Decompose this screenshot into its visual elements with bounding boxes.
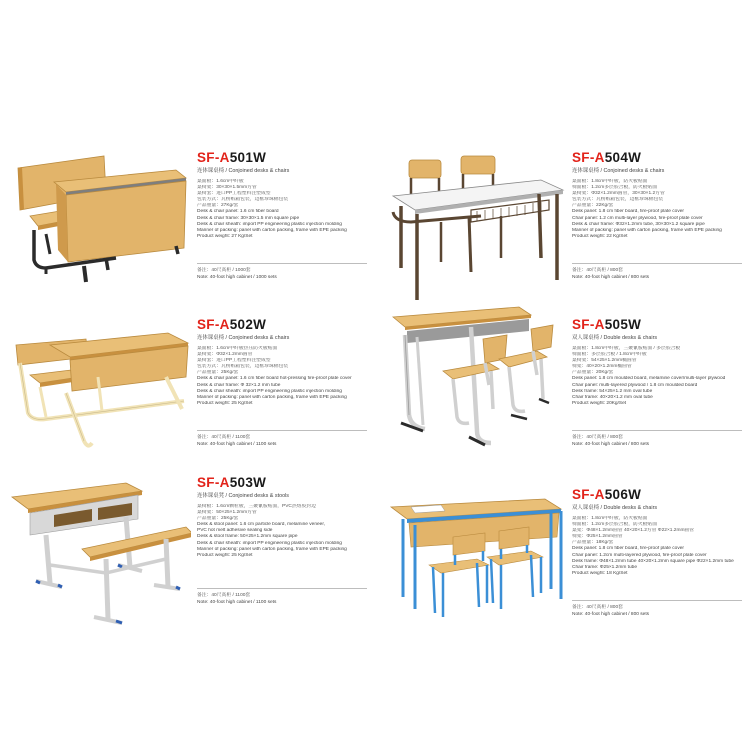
product-photo-sf-a506w (381, 485, 566, 660)
spec-line: Desk & chair frame: Φ32×1.2mm tube, 30×30×1.2 square pipe (572, 221, 705, 227)
product-card-sf-a502w (0, 317, 375, 492)
product-photo-sf-a504w (381, 150, 566, 325)
spec-list (572, 516, 744, 577)
product-photo-sf-a505w (381, 305, 566, 480)
shipping-note (197, 430, 367, 448)
product-info-sf-a506w (572, 487, 744, 617)
spec-line: 桌面板：1.6cm中纤板 (197, 179, 244, 184)
spec-line: 桌面板：1.8cm中纤板，三聚氰胺贴面 / 多层胶合板 (572, 346, 681, 351)
spec-line: 包装方式：瓦楞纸箱包装，边框珍珠棉包装 (197, 197, 289, 203)
spec-line: 产品重量：25Kg/套 (197, 370, 239, 376)
spec-line: Desk & chair frame: Φ 32×1.2 mm tube (197, 382, 281, 388)
product-info-sf-a504w (572, 150, 744, 280)
spec-line: Desk panel: 1.8 cm moulded board, melamine cover/multi-layer plywood (572, 376, 726, 382)
spec-list (572, 346, 744, 407)
product-card-sf-a503w (0, 475, 375, 650)
spec-line: Chair panel: 1.2cm multi-layered plywood, fire-proof plate cover (572, 552, 707, 558)
spec-line: Desk frame: 54×25×1.2 mm oval tube (572, 388, 653, 394)
note-en: Note: 40-foot high cabinet / 800 sets (572, 612, 650, 617)
product-subtitle: 双人课桌椅 / Double desks & chairs (572, 505, 658, 511)
code-number: 501W (229, 150, 267, 165)
product-info-sf-a503w (197, 475, 369, 605)
spec-line: 包装方式：瓦楞纸箱包装，边框珍珠棉包装 (572, 197, 664, 203)
product-subtitle: 双人课桌椅 / Double desks & chairs (572, 335, 658, 341)
spec-line: Product weight: 18 Kg/Set (572, 570, 628, 576)
spec-line: 桌椅架：Φ32×1.2mm圆管，30×30×1.2方管 (572, 191, 665, 197)
spec-line: 桌椅套：进口PP工程塑料注塑成型 (197, 191, 271, 197)
spec-line: 椅面板：1.2cm多层胶合板，防火板贴面 (572, 185, 658, 191)
note-en: Note: 40-foot high cabinet / 1000 sets (197, 275, 277, 280)
spec-list (197, 346, 369, 407)
spec-line: 产品重量：25Kg/套 (197, 516, 239, 522)
spec-line: 桌面板：1.8cm中纤板，防火板贴面 (572, 179, 648, 184)
spec-line: Product weight: 20Kg/Set (572, 400, 627, 406)
spec-line: 桌椅板：1.6cm颗粒板，三聚氰胺贴面，PVC热熔胶封边 (197, 504, 316, 509)
spec-line: 桌椅架：50×25×1.2mm方管 (197, 510, 257, 516)
spec-line: Chair frame: 40×20×1.2 mm oval tube (572, 394, 653, 400)
spec-line: Product weight: 27 Kg/Set (197, 233, 253, 239)
product-subtitle: 连体课桌椅 / Conjoined desks & chairs (197, 335, 290, 341)
spec-line: Desk & chair sheath: import PP engineering plastic injection molding (197, 388, 342, 394)
spec-line: Product weight: 25 Kg/Set (197, 400, 253, 406)
spec-line: Product weight: 22 Kg/Set (572, 233, 628, 239)
spec-line: 产品重量：18Kg/套 (572, 540, 614, 546)
note-en: Note: 40-foot high cabinet / 800 sets (572, 442, 650, 447)
note-cn: 备注：40尺高柜 / 1100套 (197, 435, 251, 440)
spec-line: Desk & chair panel: 1.6 cm fiber board hot-pressing fire-proof plate cover (197, 376, 352, 382)
spec-line: Manner of packing: panel with carton packing, frame with EPE packing (197, 227, 347, 233)
code-number: 503W (229, 475, 267, 490)
product-card-sf-a501w (0, 150, 375, 325)
product-photo-sf-a502w (6, 317, 191, 492)
note-cn: 备注：40尺高柜 / 800套 (572, 268, 623, 273)
product-card-sf-a506w (375, 485, 750, 660)
product-code (197, 317, 369, 332)
product-photo-sf-a501w (6, 150, 191, 325)
spec-line: Manner of packing: panel with carton packing, frame with EPE packing (572, 227, 722, 233)
code-number: 504W (604, 150, 642, 165)
product-code (572, 317, 744, 332)
code-prefix: SF-A (572, 317, 605, 332)
spec-line: Chair panel: 1.2 cm multi-layer plywood, fire-proof plate cover (572, 215, 703, 221)
product-info-sf-a501w (197, 150, 369, 280)
code-number: 506W (604, 487, 642, 502)
product-code (572, 150, 744, 165)
spec-list (197, 504, 369, 559)
note-cn: 备注：40尺高柜 / 800套 (572, 605, 623, 610)
product-subtitle: 连体课桌椅 / Conjoined desks & chairs (197, 168, 290, 174)
code-prefix: SF-A (572, 487, 605, 502)
shipping-note (572, 263, 742, 281)
code-number: 502W (229, 317, 267, 332)
spec-line: 椅架：Φ25×1.2mm圆管 (572, 534, 623, 540)
product-info-sf-a502w (197, 317, 369, 447)
product-subtitle: 连体课桌凳 / Conjoined desks & stools (197, 493, 289, 499)
note-en: Note: 40-foot high cabinet / 800 sets (572, 275, 650, 280)
spec-line: Desk & stool panel: 1.6 cm particle board, melamine veneer, (197, 522, 325, 528)
spec-line: 产品重量：27Kg/套 (197, 203, 239, 209)
spec-line: Desk & stool frame: 50×25×1.2mm square pipe (197, 534, 298, 540)
spec-line: 桌椅架：Φ32×1.2mm圆管 (197, 352, 253, 358)
product-subtitle: 连体课桌椅 / Conjoined desks & chairs (572, 168, 665, 174)
code-number: 505W (604, 317, 642, 332)
spec-line: 椅面板：1.2cm多层胶合板，防火板贴面 (572, 522, 658, 528)
product-code (197, 475, 369, 490)
code-prefix: SF-A (197, 150, 230, 165)
spec-line: Desk & chair sheath: import PP engineering plastic injection molding (197, 221, 342, 227)
spec-line: 桌架：Φ48×1.2mm圆管 40×20×1.2方管 Φ22×1.2mm圆管 (572, 528, 695, 534)
spec-line: 桌椅套：进口PP工程塑料注塑成型 (197, 358, 271, 364)
note-en: Note: 40-foot high cabinet / 1100 sets (197, 442, 277, 447)
spec-line: 桌椅架：30×30×1.5mm方管 (197, 185, 257, 191)
spec-line: Desk panel: 1.8 cm fiber board, fire-proof plate cover (572, 546, 684, 552)
product-photo-sf-a503w (6, 475, 191, 650)
shipping-note (572, 600, 742, 618)
spec-line: PVC hot melt adhesive sealing side (197, 528, 273, 534)
note-en: Note: 40-foot high cabinet / 1100 sets (197, 600, 277, 605)
product-card-sf-a504w (375, 150, 750, 325)
spec-line: Manner of packing: panel with carton packing, frame with EPE packing (197, 394, 347, 400)
spec-line: Manner of packing: panel with carton packing, frame with EPE packing (197, 546, 347, 552)
code-prefix: SF-A (197, 475, 230, 490)
code-prefix: SF-A (197, 317, 230, 332)
spec-line: Desk & chair sheath: import PP engineering plastic injection molding (197, 540, 342, 546)
note-cn: 备注：40尺高柜 / 1100套 (197, 593, 251, 598)
product-info-sf-a505w (572, 317, 744, 447)
spec-line: 椅面板：多层胶合板 / 1.8cm中纤板 (572, 352, 647, 358)
spec-list (572, 179, 744, 240)
spec-line: 产品重量：20Kg/套 (572, 370, 614, 376)
product-card-sf-a505w (375, 305, 750, 480)
note-cn: 备注：40尺高柜 / 1000套 (197, 268, 251, 273)
product-code (572, 487, 744, 502)
spec-line: 桌面板：1.8cm中纤板，防火板贴面 (572, 516, 648, 521)
spec-line: Chair panel: multi-layered plywood / 1.8 cm moulded board (572, 382, 698, 388)
spec-line: 桌椅架：54×25×1.2mm椭圆管 (572, 358, 637, 364)
spec-line: Product weight: 25 Kg/Set (197, 552, 253, 558)
spec-line: Chair frame: Φ25×1.2mm tube (572, 564, 638, 570)
note-cn: 备注：40尺高柜 / 800套 (572, 435, 623, 440)
shipping-note (197, 263, 367, 281)
spec-line: 椅架：40×20×1.2mm椭圆管 (572, 364, 632, 370)
spec-line: Desk & chair panel: 1.6 cm fiber board (197, 209, 279, 215)
code-prefix: SF-A (572, 150, 605, 165)
spec-line: 产品重量：22Kg/套 (572, 203, 614, 209)
shipping-note (572, 430, 742, 448)
spec-line: Desk frame: Φ48×1.2mm tube 40×20×1.2mm square pipe Φ22×1.2mm tube (572, 558, 734, 564)
spec-line: 桌面板：1.6cm中纤板热压防火板贴面 (197, 346, 278, 351)
spec-line: 包装方式：瓦楞纸箱包装，边框珍珠棉包装 (197, 364, 289, 370)
product-code (197, 150, 369, 165)
spec-line: Desk panel: 1.8 cm fiber board, fire-proof plate cover (572, 209, 684, 215)
shipping-note (197, 588, 367, 606)
spec-list (197, 179, 369, 240)
spec-line: Desk & chair frame: 30×30×1.5 mm square pipe (197, 215, 300, 221)
